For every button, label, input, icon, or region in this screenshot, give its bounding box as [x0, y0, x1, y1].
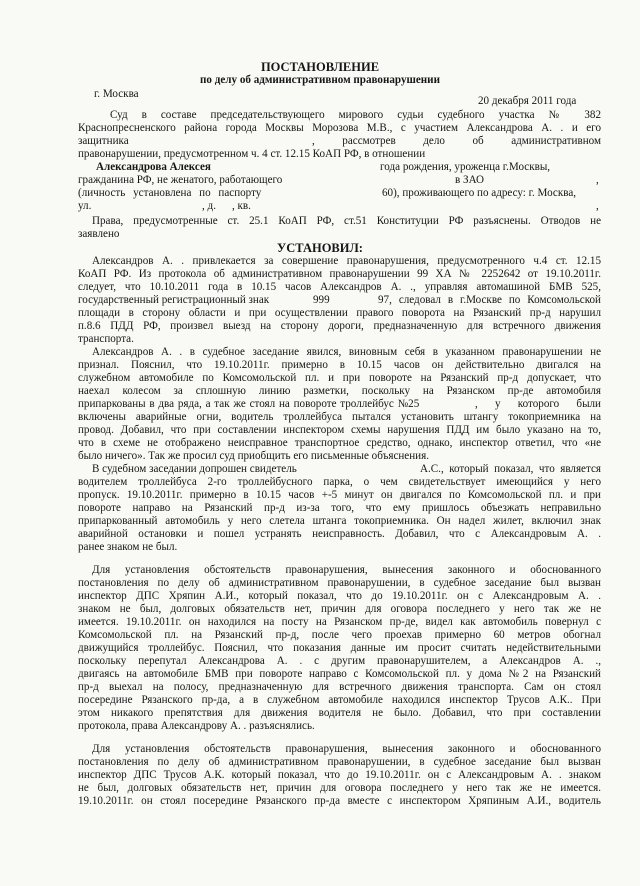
- date: 20 декабря 2011 года: [478, 95, 577, 107]
- body-line: знаком не был, долговых обязательств нет, причин для оговора последнего у него так же не: [78, 603, 601, 615]
- body-line: служебном автомобиле по Комсомольской пл. и при повороте на Рязанский пр-д допускает, что: [78, 372, 601, 384]
- body-line: КоАП РФ. Из протокола об административном правонарушении 99 ХА № 2252642 от 19.10.2011г.: [78, 268, 601, 280]
- body-line: не был, долговых обязательств нет, причин для оговора последнего у него так же не имеется.: [78, 782, 601, 794]
- body-line: Александров А. . привлекается за совершение правонарушения, предусмотренного ч.4 ст. 12.15: [92, 255, 601, 267]
- body-line: Александров А. . в судебное заседание явился, виновным себя в указанном правонарушении не: [92, 346, 601, 358]
- body-line: было ничего». Так же просил суд приобщить его письменные объяснения.: [78, 450, 429, 462]
- body-line: включены аварийные огни, водитель троллейбуса пытался установить штангу токоприемника на: [78, 411, 601, 423]
- body-line: инспектор ДПС Трусов А.К. который показал, что до 19.10.2011г. он с Александровым А. . знаком: [78, 769, 601, 781]
- body-line: движущийся троллейбус. Пояснил, что показания данные им просит считать недействительными: [78, 642, 601, 654]
- body-line: государственный регистрационный знак: [78, 294, 270, 306]
- body-line: инспектор ДПС Хряпин А.И., который показал, что до 19.10.2011г. он с Александровым А. .: [78, 590, 601, 602]
- intro-line: Суд в составе председательствующего мирового судьи судебного участка № 382: [110, 109, 601, 121]
- body-line: протокола, права Александрову А. . разъяснялись.: [78, 720, 315, 732]
- body-line: площади в сторону области и при осуществлении правого поворота на Рязанский пр-д нарушил: [78, 307, 601, 319]
- body-line: аварийной остановки и пошел устранять неисправность. Добавил, что с Александровым А. .: [78, 528, 601, 540]
- place: г. Москва: [94, 88, 139, 100]
- body-line: признал. Пояснил, что 19.10.2011г. примерно в 10.15 часов он действительно двигался на: [78, 359, 601, 371]
- person-born: года рождения, уроженца г.Москвы,: [380, 161, 551, 173]
- person-district: в ЗАО: [455, 174, 485, 186]
- plate-number: 999: [313, 294, 330, 306]
- body-line: Для установления обстоятельств правонарушения, вынесения законного и обоснованного: [92, 564, 601, 576]
- person-street: ул.: [78, 200, 92, 212]
- body-line: постановления по делу об административном правонарушении, в судебное заседание был вызван: [78, 577, 601, 589]
- body-line: поскольку перепутал Александрова А. . с другим правонарушителем, а Александров А. .,: [78, 655, 601, 667]
- body-line: пр-д выехал на полосу, предназначенную для встречного движения транспорта. Сам он стоял: [78, 681, 601, 693]
- person-passport-end: 60), проживающего по адресу: г. Москва,: [382, 187, 577, 199]
- document-title: ПОСТАНОВЛЕНИЕ: [260, 60, 380, 74]
- body-line: 97, следовал в г.Москве по Комсомольской: [378, 294, 601, 306]
- person-name: Александрова Алексея: [96, 161, 211, 173]
- body-line: двигаясь на автомобиле БМВ при повороте направо с Комсомольской пл. у дома №2 на Рязанский: [78, 668, 601, 680]
- body-line: водителем троллейбуса 2-го троллейбусного парка, о чем свидетельствует имеющийся у него: [78, 476, 601, 488]
- intro-line: Краснопресненского района города Москвы Морозова М.В., с участием Александрова А. . и его: [78, 122, 601, 134]
- body-line: А.С., который показал, что является: [420, 463, 601, 475]
- person-passport: (личность установлена по паспорту: [78, 187, 262, 199]
- rights-line: заявлено: [78, 228, 120, 240]
- body-line: имеется. 19.10.2011г. он находился на посту на Рязанском пр-де, видел как автомобиль повернул с: [78, 616, 601, 628]
- person-comma: ,: [596, 174, 599, 186]
- person-flat-end: ,: [596, 200, 599, 212]
- body-line: следует, что 10.10.2011 года в 10.15 часов Александров А. ., управляя автомашиной БМВ 525,: [78, 281, 601, 293]
- body-line: В судебном заседании допрошен свидетель: [92, 463, 297, 475]
- body-line: припаркованный автомобиль у него слетела штанга токоприемника. Он надел жилет, включил знак: [78, 515, 601, 527]
- document-subtitle: по делу об административном правонарушении: [200, 74, 440, 86]
- body-line: этом никакого препятствия для движения водителя не было. Добавил, что при составлении: [78, 707, 601, 719]
- body-line: п.8.6 ПДД РФ, произвел выезд на сторону дороги, предназначенную для встречного движения: [78, 320, 601, 332]
- body-line: припаркованы в два ряда, а так же стоял на повороте троллейбус №25: [78, 398, 420, 410]
- body-line: Для установления обстоятельств правонарушения, вынесения законного и обоснованного: [92, 743, 601, 755]
- person-house: , д.: [202, 200, 216, 212]
- intro-line: правонарушении, предусмотренном ч. 4 ст. 12.15 КоАП РФ, в отношении: [78, 148, 426, 160]
- body-line: повороте направо на Рязанский пр-д из-за того, что ему пришлось объезжать неправильно: [78, 502, 601, 514]
- body-line: , у которого были: [475, 398, 601, 410]
- rights-line: Права, предусмотренные ст. 25.1 КоАП РФ, ст.51 Конституции РФ разъяснены. Отводов не: [92, 215, 601, 227]
- body-line: постановления по делу об административном правонарушении, в судебное заседание был вызван: [78, 756, 601, 768]
- person-citizen: гражданина РФ, не женатого, работающего: [78, 174, 283, 186]
- body-line: посередине Рязанского пр-да, а в служебном автомобиле находился инспектор Трусов А.К.. При: [78, 694, 601, 706]
- body-line: 19.10.2011г. он стоял посередине Рязанского пр-да вместе с инспектором Хряпиным А.И., водитель: [78, 795, 601, 807]
- intro-line: , рассмотрев дело об административном: [312, 135, 601, 147]
- intro-line: защитника: [78, 135, 129, 147]
- person-flat: , кв.: [232, 200, 251, 212]
- body-line: Комсомольской пл. на Рязанский пр-д, после чего проехав примерно 60 метров обогнал: [78, 629, 601, 641]
- body-line: ранее знаком не был.: [78, 541, 178, 553]
- body-line: провод. Добавил, что при составлении инспектором схемы нарушения ПДД им было указано на то,: [78, 424, 601, 436]
- body-line: пропуск. 19.10.2011г. примерно в 10.15 часов +-5 минут он двигался по Комсомольской пл. и при: [78, 489, 601, 501]
- established-heading: УСТАНОВИЛ:: [277, 241, 363, 255]
- body-line: наехал колесом за сплошную линию разметки, поскольку на Рязанском пр-де автомобиля: [78, 385, 601, 397]
- body-line: что в схеме не отображено неисправное транспортное средство, однако, инспектор ответил, что «не: [78, 437, 601, 449]
- body-line: транспорта.: [78, 333, 134, 345]
